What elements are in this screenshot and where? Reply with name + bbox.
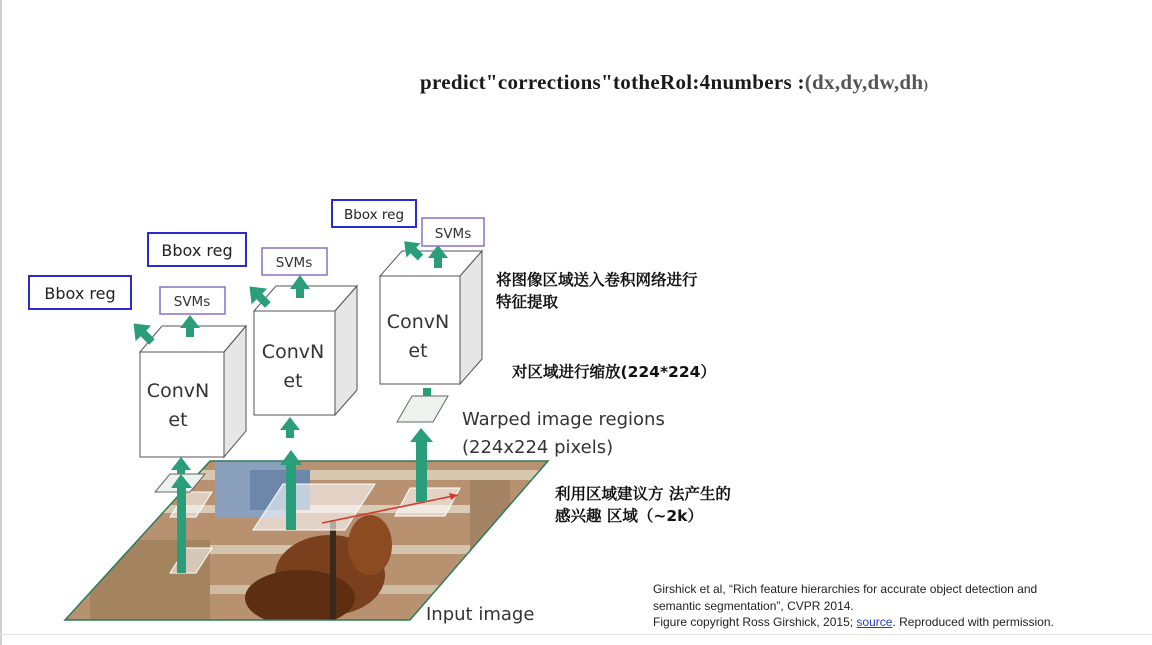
feature-extract-line2: 特征提取 xyxy=(496,293,559,311)
convnet-2-line2: et xyxy=(283,370,303,392)
bbox-reg-label-2: Bbox reg xyxy=(161,241,233,260)
svm-label-3: SVMs xyxy=(434,226,472,242)
warped-regions-label xyxy=(462,406,665,462)
proposals-annotation xyxy=(555,483,731,527)
proposals-line2: 感兴趣 区域（~2k） xyxy=(555,507,703,525)
warped-regions-line1: Warped image regions xyxy=(462,409,665,430)
feature-extract-line1: 将图像区域送入卷积网络进行 xyxy=(496,271,698,289)
citation xyxy=(653,581,1054,631)
convnet-1-line1: ConvN xyxy=(146,380,210,402)
bbox-reg-label-1: Bbox reg xyxy=(44,284,116,303)
title-main: predict"corrections"totheRol:4numbers : xyxy=(420,70,805,94)
svm-label-2: SVMs xyxy=(275,255,313,271)
proposals-line1: 利用区域建议方 法产生的 xyxy=(555,485,731,503)
citation-copyright: Figure copyright Ross Girshick, 2015; xyxy=(653,615,857,629)
title-close-paren: ) xyxy=(923,78,929,93)
source-link[interactable]: source xyxy=(856,615,893,629)
convnet-3-line2: et xyxy=(408,340,428,362)
title-tail: (dx,dy,dw,dh xyxy=(804,70,924,94)
bbox-reg-label-3: Bbox reg xyxy=(343,207,405,223)
citation-line3 xyxy=(653,614,1054,631)
warped-region-3 xyxy=(397,396,448,422)
citation-line2: semantic segmentation”, CVPR 2014. xyxy=(653,598,854,613)
scale-regions-annotation: 对区域进行缩放(224*224） xyxy=(512,363,716,381)
svm-label-1: SVMs xyxy=(173,294,211,310)
convnet-1-line2: et xyxy=(168,409,188,431)
citation-permission: . Reproduced with permission. xyxy=(892,615,1054,629)
citation-line1: Girshick et al, “Rich feature hierarchies for accurate object detection and xyxy=(653,582,1038,596)
input-image-label: Input image xyxy=(426,604,535,625)
feature-extract-annotation xyxy=(496,269,698,313)
convnet-2-line1: ConvN xyxy=(261,341,325,363)
warped-regions-line2: (224x224 pixels) xyxy=(462,437,614,458)
convnet-3-line1: ConvN xyxy=(386,311,450,333)
